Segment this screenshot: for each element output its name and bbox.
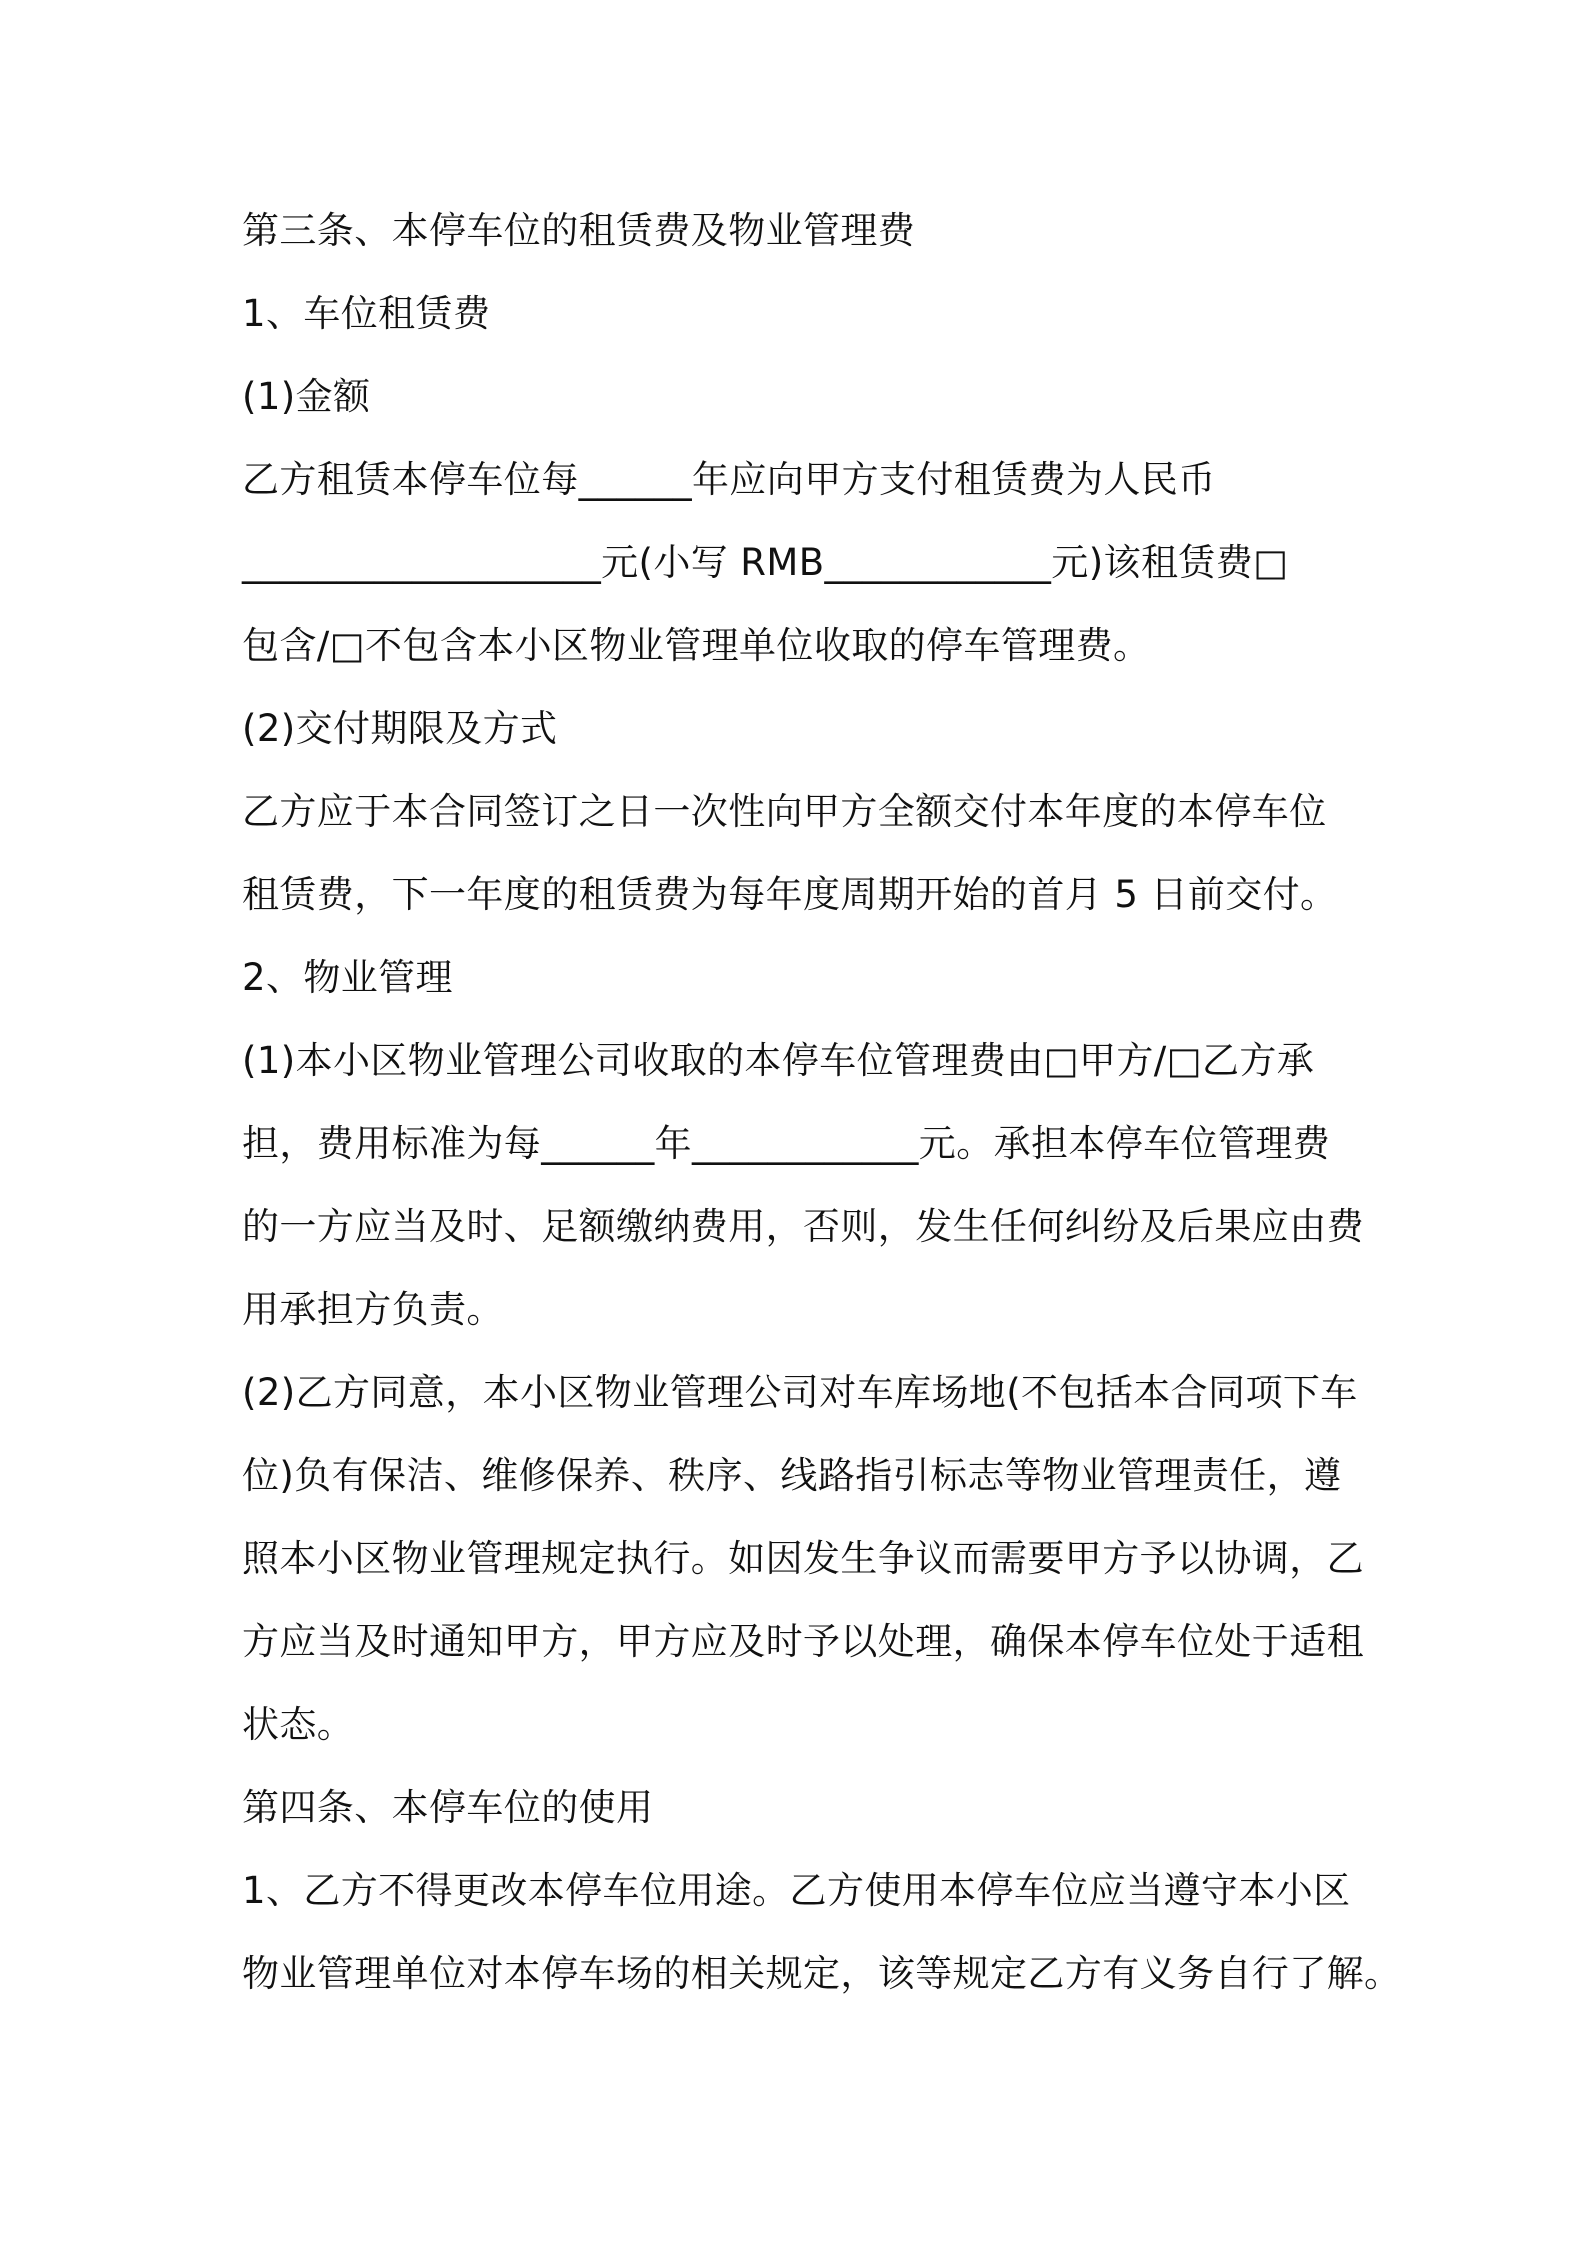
paragraph-line: (1)本小区物业管理公司收取的本停车位管理费由□甲方/□乙方承 [242,1039,1315,1082]
paragraph-line: 租赁费，下一年度的租赁费为每年度周期开始的首月 5 日前交付。 [242,873,1338,916]
section-2-heading: 2、物业管理 [242,956,453,999]
paragraph-line: 的一方应当及时、足额缴纳费用，否则，发生任何纠纷及后果应由费 [242,1205,1364,1248]
paragraph-line: (2)乙方同意，本小区物业管理公司对车库场地(不包括本合同项下车 [242,1371,1358,1414]
paragraph-line: 照本小区物业管理规定执行。如因发生争议而需要甲方予以协调，乙 [242,1537,1364,1580]
paragraph-line: 乙方租赁本停车位每______年应向甲方支付租赁费为人民币 [242,458,1216,501]
subsection-amount-heading: (1)金额 [242,375,371,418]
paragraph-line: 1、乙方不得更改本停车位用途。乙方使用本停车位应当遵守本小区 [242,1869,1351,1912]
paragraph-line: 包含/□不包含本小区物业管理单位收取的停车管理费。 [242,624,1151,667]
subsection-payment-heading: (2)交付期限及方式 [242,707,558,750]
article-3-heading: 第三条、本停车位的租赁费及物业管理费 [242,209,916,252]
paragraph-line: 状态。 [242,1703,355,1746]
section-1-heading: 1、车位租赁费 [242,292,491,335]
paragraph-line: 方应当及时通知甲方，甲方应及时予以处理，确保本停车位处于适租 [242,1620,1364,1663]
paragraph-line: 物业管理单位对本停车场的相关规定，该等规定乙方有义务自行了解。 [242,1952,1402,1995]
paragraph-line: 用承担方负责。 [242,1288,504,1331]
paragraph-line: 乙方应于本合同签订之日一次性向甲方全额交付本年度的本停车位 [242,790,1327,833]
paragraph-line: 担，费用标准为每______年____________元。承担本停车位管理费 [242,1122,1331,1165]
paragraph-line: ___________________元(小写 RMB____________元)该租赁费□ [242,541,1289,584]
paragraph-line: 位)负有保洁、维修保养、秩序、线路指引标志等物业管理责任，遵 [242,1454,1342,1497]
article-4-heading: 第四条、本停车位的使用 [242,1786,654,1829]
